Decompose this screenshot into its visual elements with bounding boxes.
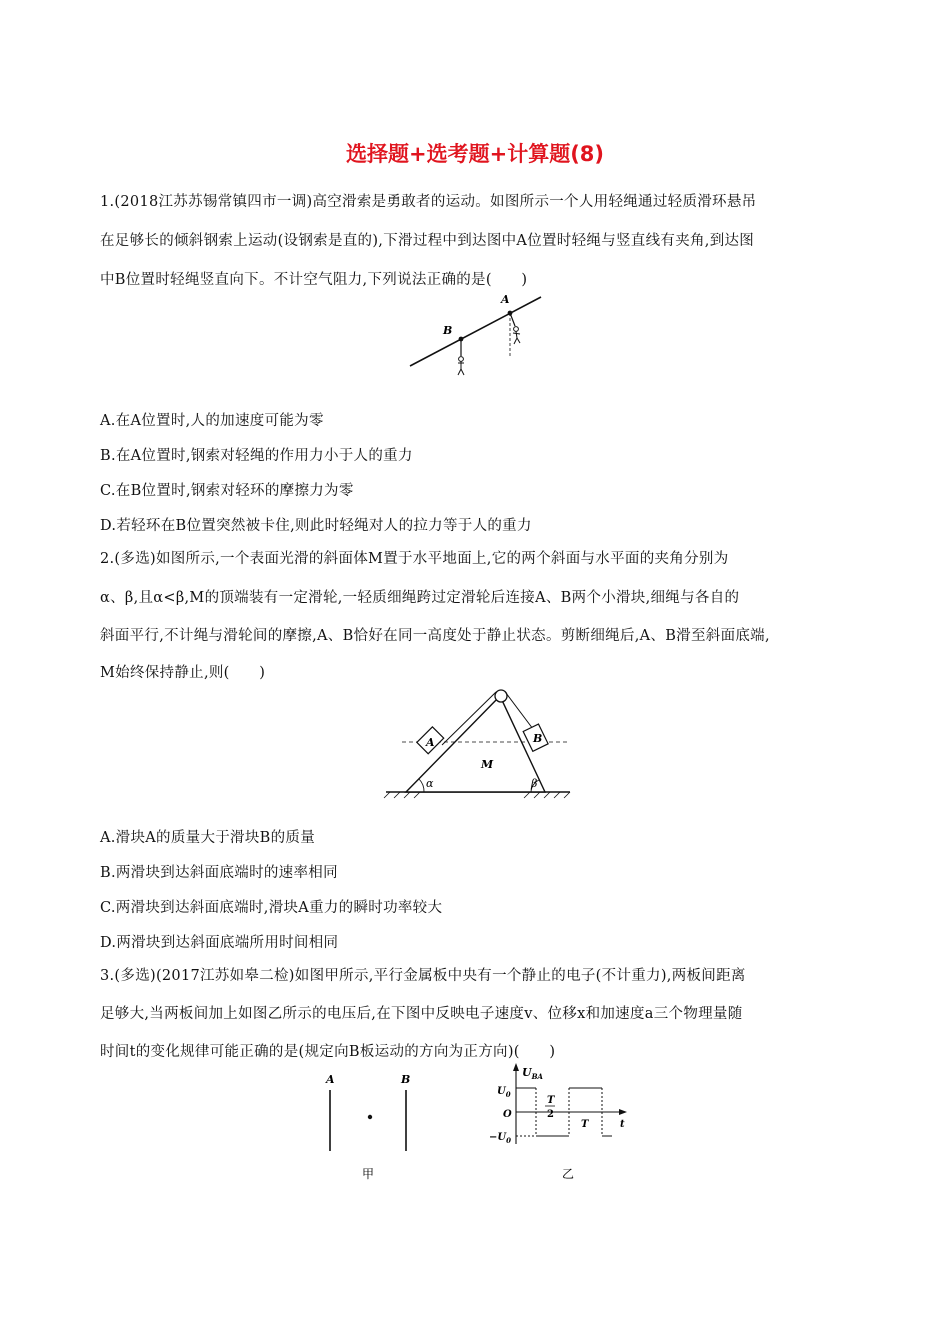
q1-option-d: D.若轻环在B位置突然被卡住,则此时轻绳对人的拉力等于人的重力	[100, 518, 532, 534]
q1-option-b: B.在A位置时,钢索对轻绳的作用力小于人的重力	[100, 448, 413, 464]
y-axis-arrow	[513, 1063, 519, 1071]
person-a-icon	[513, 327, 520, 344]
q2-option-b: B.两滑块到达斜面底端时的速率相同	[100, 865, 338, 881]
q2-incline-figure	[380, 683, 575, 803]
page-title: 选择题+选考题+计算题(8)	[346, 142, 604, 166]
x-axis-label: t	[620, 1119, 625, 1130]
beta-label: β	[531, 777, 538, 790]
label-b: B	[443, 324, 453, 337]
q2-option-a: A.滑块A的质量大于滑块B的质量	[100, 830, 316, 846]
label-a: A	[501, 293, 510, 306]
electron	[368, 1115, 372, 1119]
q1-line-2: 在足够长的倾斜钢索上运动(设钢索是直的),下滑过程中到达图中A位置时轻绳与竖直线有夹角,到达图	[100, 233, 755, 249]
y-axis-label: $U_{BA}$	[522, 1066, 543, 1081]
q3-figure-jia	[320, 1068, 420, 1183]
q3-figure-yi	[480, 1060, 635, 1185]
q3-line-1: 3.(多选)(2017江苏如皋二检)如图甲所示,平行金属板中央有一个静止的电子(不计重力),两板间距离	[100, 968, 746, 984]
q1-line-1: 1.(2018江苏苏锡常镇四市一调)高空滑索是勇敢者的运动。如图所示一个人用轻绳通过轻质滑环悬吊	[100, 194, 757, 210]
pulley	[495, 690, 507, 702]
x-axis-arrow	[619, 1109, 627, 1115]
q1-zipline-figure	[405, 290, 550, 380]
wedge-label: M	[481, 758, 494, 771]
period-label: T	[581, 1119, 589, 1130]
alpha-label: α	[426, 777, 434, 790]
u0-label: $U_0$	[497, 1086, 511, 1099]
q3-line-2: 足够大,当两板间加上如图乙所示的电压后,在下图中反映电子速度v、位移x和加速度a三个物理量随	[100, 1006, 743, 1022]
half-period-num: T	[547, 1095, 555, 1106]
q2-line-4: M始终保持静止,则( )	[100, 665, 266, 681]
q1-option-c: C.在B位置时,钢索对轻环的摩擦力为零	[100, 483, 354, 499]
q2-option-d: D.两滑块到达斜面底端所用时间相同	[100, 935, 339, 951]
block-a-label: A	[426, 736, 435, 749]
origin-label: O	[503, 1109, 512, 1120]
neg-u0-label: $-U_0$	[489, 1132, 511, 1145]
q3-line-3: 时间t的变化规律可能正确的是(规定向B板运动的方向为正方向)( )	[100, 1044, 556, 1060]
caption-jia: 甲	[362, 1167, 375, 1181]
steel-cable	[410, 297, 541, 366]
q1-option-a: A.在A位置时,人的加速度可能为零	[100, 413, 324, 429]
block-b-label: B	[533, 732, 543, 745]
plate-a-label: A	[326, 1073, 335, 1086]
q2-option-c: C.两滑块到达斜面底端时,滑块A重力的瞬时功率较大	[100, 900, 443, 916]
caption-yi: 乙	[562, 1167, 575, 1181]
q2-line-2: α、β,且α<β,M的顶端装有一定滑轮,一轻质细绳跨过定滑轮后连接A、B两个小滑块,细绳与各自的	[100, 590, 740, 606]
ground-hatching	[384, 792, 570, 798]
q1-line-3: 中B位置时轻绳竖直向下。不计空气阻力,下列说法正确的是( )	[100, 272, 528, 288]
person-b-icon	[458, 357, 464, 375]
q2-line-3: 斜面平行,不计绳与滑轮间的摩擦,A、B恰好在同一高度处于静止状态。剪断细绳后,A、B滑至斜面底端,	[100, 628, 770, 644]
q2-line-1: 2.(多选)如图所示,一个表面光滑的斜面体M置于水平地面上,它的两个斜面与水平面的夹角分别为	[100, 551, 729, 567]
plate-b-label: B	[401, 1073, 411, 1086]
half-period-den: 2	[547, 1109, 554, 1120]
rope-a	[510, 313, 515, 326]
